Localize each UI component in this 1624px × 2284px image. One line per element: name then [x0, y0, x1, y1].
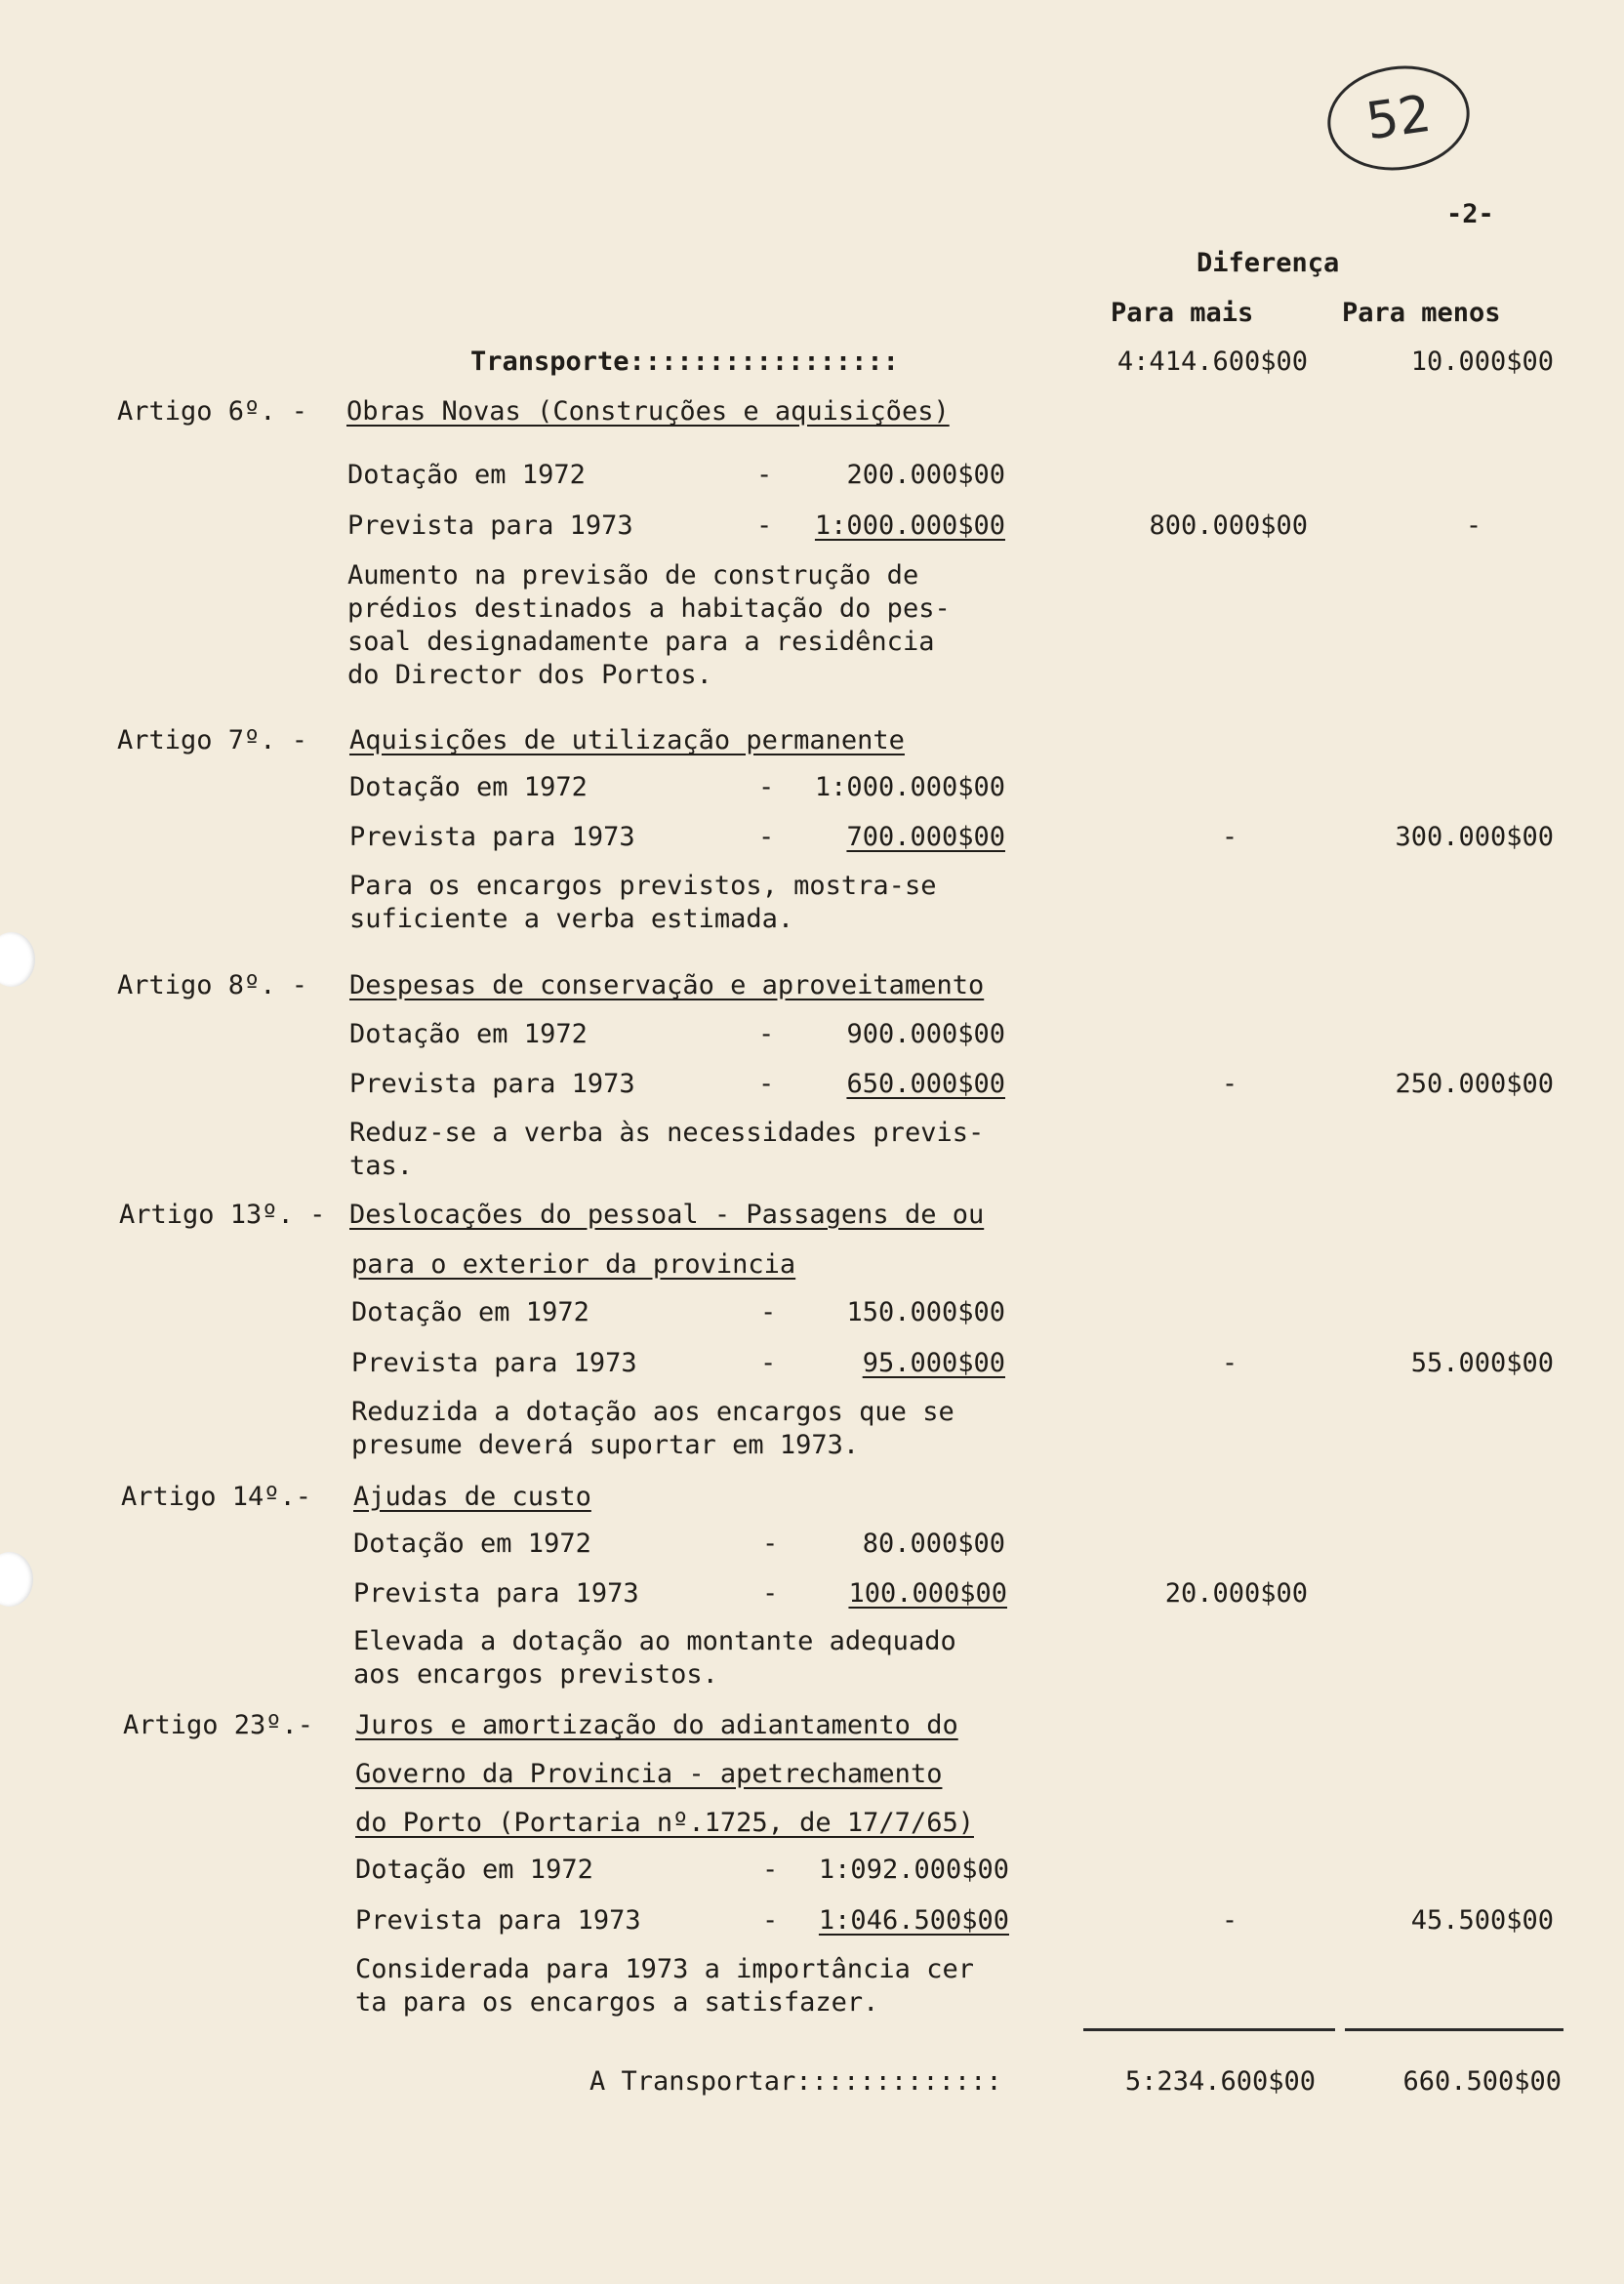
transporte-label: Transporte::::::::::::::::: [470, 347, 899, 377]
article-title: Despesas de conservação e aproveitamento [349, 970, 985, 1000]
note-line: soal designadamente para a residência [347, 627, 935, 657]
prevista-value: 100.000$00 [848, 1578, 1007, 1609]
article-title: Obras Novas (Construções e aquisições) [346, 396, 950, 427]
article-label: Artigo 23º.- [123, 1710, 314, 1740]
para-menos-value: 55.000$00 [1410, 1348, 1554, 1378]
para-menos-value: 45.500$00 [1410, 1905, 1554, 1936]
dotacao-label: Dotação em 1972 [353, 1529, 591, 1559]
article-title: do Porto (Portaria nº.1725, de 17/7/65) [355, 1808, 974, 1838]
prevista-label: Prevista para 1973 [347, 510, 633, 541]
dotacao-dash: - [762, 1529, 779, 1559]
note-line: Reduz-se a verba às necessidades previs- [349, 1118, 985, 1148]
article-label: Artigo 7º. - [117, 725, 308, 755]
dotacao-label: Dotação em 1972 [347, 460, 586, 490]
a-transportar-menos: 660.500$00 [1402, 2066, 1562, 2097]
dotacao-label: Dotação em 1972 [355, 1855, 593, 1885]
prevista-dash: - [760, 1348, 777, 1378]
prevista-dash: - [758, 1069, 775, 1099]
note-line: Elevada a dotação ao montante adequado [353, 1626, 956, 1656]
note-line: ta para os encargos a satisfazer. [355, 1987, 879, 2018]
transporte-mais: 4:414.600$00 [1116, 347, 1308, 377]
prevista-dash: - [762, 1905, 779, 1936]
article-title: Juros e amortização do adiantamento do [355, 1710, 958, 1740]
prevista-value: 1:046.500$00 [818, 1905, 1009, 1936]
punch-hole-bottom [0, 1552, 33, 1607]
article-title: Aquisições de utilização permanente [349, 725, 905, 755]
prevista-label: Prevista para 1973 [353, 1578, 639, 1609]
para-mais-value: - [1221, 1348, 1238, 1378]
note-line: Considerada para 1973 a importância cer [355, 1954, 974, 1984]
page-stamp: 52 [1320, 57, 1476, 179]
prevista-dash: - [756, 510, 773, 541]
para-mais-value: 800.000$00 [1149, 510, 1308, 541]
prevista-label: Prevista para 1973 [355, 1905, 641, 1936]
dotacao-dash: - [760, 1297, 777, 1327]
dotacao-value: 150.000$00 [846, 1297, 1005, 1327]
dotacao-value: 200.000$00 [846, 460, 1005, 490]
article-label: Artigo 6º. - [117, 396, 308, 427]
prevista-label: Prevista para 1973 [349, 1069, 635, 1099]
prevista-value: 95.000$00 [862, 1348, 1005, 1378]
note-line: Reduzida a dotação aos encargos que se [351, 1397, 954, 1427]
article-title: Governo da Provincia - apetrechamento [355, 1759, 943, 1789]
prevista-value: 1:000.000$00 [814, 510, 1005, 541]
article-title: Ajudas de custo [353, 1482, 591, 1512]
note-line: do Director dos Portos. [347, 660, 712, 690]
para-menos-value: 300.000$00 [1395, 822, 1554, 852]
article-label: Artigo 8º. - [117, 970, 308, 1000]
article-label: Artigo 13º. - [119, 1200, 326, 1230]
note-line: presume deverá suportar em 1973. [351, 1430, 860, 1460]
page-number: -2- [1446, 199, 1494, 229]
punch-hole-top [0, 932, 35, 987]
article-title: para o exterior da provincia [351, 1249, 796, 1280]
para-menos-value: 250.000$00 [1395, 1069, 1554, 1099]
para-mais-value: 20.000$00 [1164, 1578, 1308, 1609]
dotacao-label: Dotação em 1972 [349, 1019, 588, 1049]
dotacao-value: 1:092.000$00 [818, 1855, 1009, 1885]
header-diferenca: Diferença [1197, 248, 1340, 278]
dotacao-label: Dotação em 1972 [351, 1297, 589, 1327]
dotacao-dash: - [758, 772, 775, 802]
header-para-mais: Para mais [1111, 298, 1254, 328]
para-menos-value: - [1465, 510, 1482, 541]
prevista-value: 700.000$00 [846, 822, 1005, 852]
header-para-menos: Para menos [1342, 298, 1501, 328]
dotacao-value: 80.000$00 [862, 1529, 1005, 1559]
prevista-value: 650.000$00 [846, 1069, 1005, 1099]
note-line: tas. [349, 1151, 414, 1181]
note-line: Para os encargos previstos, mostra-se [349, 871, 937, 901]
dotacao-value: 900.000$00 [846, 1019, 1005, 1049]
total-rule-menos [1345, 2028, 1563, 2031]
para-mais-value: - [1221, 1069, 1238, 1099]
prevista-label: Prevista para 1973 [351, 1348, 637, 1378]
note-line: prédios destinados a habitação do pes- [347, 593, 951, 624]
a-transportar-label: A Transportar::::::::::::: [589, 2066, 1002, 2097]
dotacao-label: Dotação em 1972 [349, 772, 588, 802]
total-rule-mais [1083, 2028, 1335, 2031]
article-label: Artigo 14º.- [121, 1482, 312, 1512]
prevista-dash: - [758, 822, 775, 852]
note-line: aos encargos previstos. [353, 1659, 718, 1690]
transporte-menos: 10.000$00 [1410, 347, 1554, 377]
article-title: Deslocações do pessoal - Passagens de ou [349, 1200, 985, 1230]
dotacao-dash: - [762, 1855, 779, 1885]
note-line: suficiente a verba estimada. [349, 904, 794, 934]
para-mais-value: - [1221, 1905, 1238, 1936]
dotacao-dash: - [756, 460, 773, 490]
a-transportar-mais: 5:234.600$00 [1124, 2066, 1316, 2097]
dotacao-value: 1:000.000$00 [814, 772, 1005, 802]
dotacao-dash: - [758, 1019, 775, 1049]
para-mais-value: - [1221, 822, 1238, 852]
prevista-label: Prevista para 1973 [349, 822, 635, 852]
note-line: Aumento na previsão de construção de [347, 560, 919, 591]
prevista-dash: - [762, 1578, 779, 1609]
